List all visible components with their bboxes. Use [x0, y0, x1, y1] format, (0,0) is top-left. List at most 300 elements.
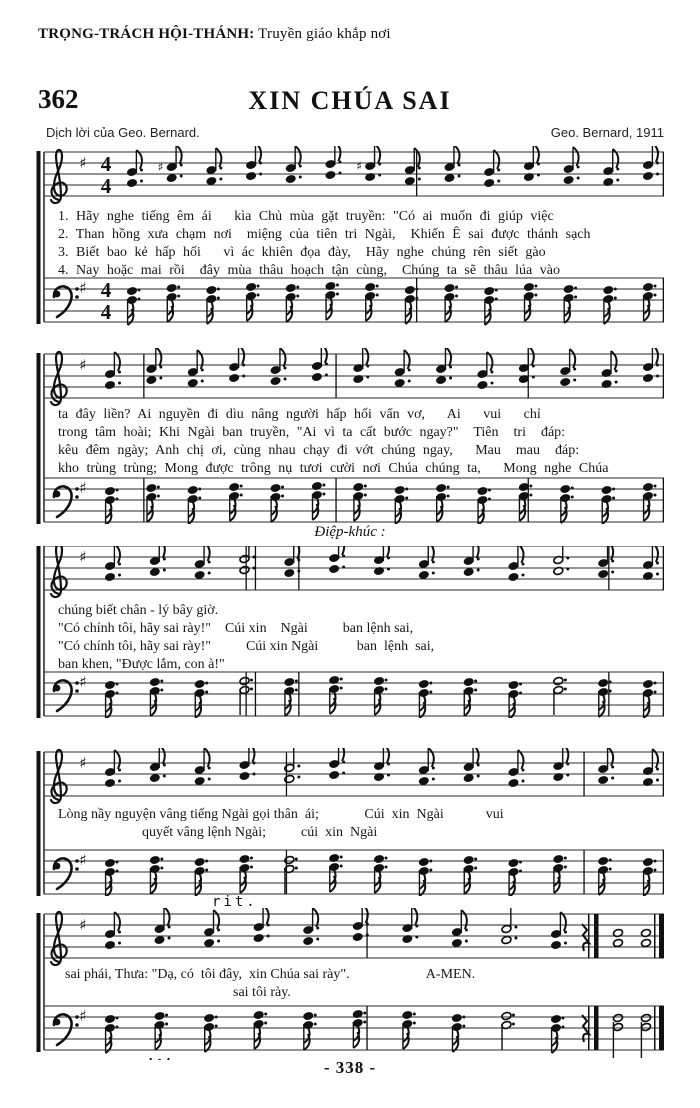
- notehead: [285, 284, 296, 293]
- notehead: [154, 1012, 165, 1021]
- notehead: [284, 569, 295, 578]
- augmentation-dot: [449, 377, 452, 380]
- augmentation-dot: [574, 287, 577, 290]
- note-flag: [204, 748, 210, 767]
- augmentation-dot: [529, 494, 532, 497]
- augmentation-dot: [458, 175, 461, 178]
- augmentation-dot: [208, 572, 211, 575]
- augmentation-dot: [455, 295, 458, 298]
- augmentation-dot: [656, 173, 659, 176]
- music-glyph: 4: [100, 300, 112, 324]
- augmentation-dot: [316, 938, 319, 941]
- lyric-line: trong tâm hoài; Khi Ngài ban truyền, "Ai vì ta cất bước ngay?" Tiên tri đáp:: [58, 425, 566, 440]
- augmentation-dot: [116, 861, 119, 864]
- augmentation-dot: [338, 172, 341, 175]
- music-glyph: 4: [100, 278, 112, 302]
- augmentation-dot: [253, 773, 256, 776]
- augmentation-dot: [611, 766, 614, 769]
- hymn-number: 362: [38, 84, 79, 114]
- bass-clef-icon: [75, 689, 79, 693]
- note-flag: [263, 908, 269, 924]
- augmentation-dot: [615, 370, 618, 373]
- note-flag: [280, 348, 286, 367]
- augmentation-dot: [564, 688, 567, 691]
- augmentation-dot: [267, 924, 270, 927]
- augmentation-dot: [160, 858, 163, 861]
- augmentation-dot: [253, 762, 256, 765]
- augmentation-dot: [205, 860, 208, 863]
- notehead: [553, 677, 564, 686]
- augmentation-dot: [656, 768, 659, 771]
- notehead: [105, 859, 116, 868]
- treble-clef-icon: [51, 352, 67, 405]
- augmentation-dot: [159, 366, 162, 369]
- augmentation-dot: [405, 497, 408, 500]
- augmentation-dot: [140, 169, 143, 172]
- note-flag: [560, 912, 566, 931]
- staff-system-5: [0, 908, 668, 1060]
- augmentation-dot: [429, 869, 432, 872]
- notehead: [436, 484, 447, 493]
- augmentation-dot: [314, 1014, 317, 1017]
- augmentation-dot: [566, 557, 569, 560]
- notehead: [150, 568, 161, 577]
- augmentation-dot: [656, 562, 659, 565]
- note-flag: [114, 352, 120, 371]
- note-flag: [375, 146, 381, 163]
- notehead: [603, 286, 614, 295]
- augmentation-dot: [656, 779, 659, 782]
- augmentation-dot: [342, 566, 345, 569]
- augmentation-dot: [215, 1025, 218, 1028]
- notehead: [303, 937, 314, 946]
- notehead: [405, 177, 416, 186]
- augmentation-dot: [490, 382, 493, 385]
- augmentation-dot: [250, 857, 253, 860]
- augmentation-dot: [514, 926, 517, 929]
- augmentation-dot: [534, 285, 537, 288]
- barline: [654, 1006, 656, 1050]
- lyric-line: sai tôi rày.: [58, 985, 291, 1000]
- barline: [255, 672, 256, 716]
- augmentation-dot: [215, 1016, 218, 1019]
- notehead: [239, 566, 250, 575]
- augmentation-dot: [611, 777, 614, 780]
- augmentation-dot: [564, 866, 567, 869]
- music-glyph: ♯: [79, 916, 87, 934]
- note-flag: [335, 146, 341, 161]
- augmentation-dot: [654, 691, 657, 694]
- notehead: [253, 1011, 264, 1020]
- augmentation-dot: [477, 558, 480, 561]
- notehead: [105, 941, 116, 950]
- augmentation-dot: [165, 1014, 168, 1017]
- augmentation-dot: [163, 569, 166, 572]
- barline: [335, 478, 336, 522]
- notehead: [194, 777, 205, 786]
- barline: [659, 914, 664, 958]
- notehead: [436, 376, 447, 385]
- augmentation-dot: [296, 295, 299, 298]
- augmentation-dot: [250, 688, 253, 691]
- notehead: [166, 174, 177, 183]
- staff-system-2: [0, 348, 668, 524]
- note-flag: [473, 546, 479, 558]
- augmentation-dot: [571, 496, 574, 499]
- augmentation-dot: [429, 682, 432, 685]
- barline: [663, 546, 664, 590]
- notehead: [402, 1011, 413, 1020]
- augmentation-dot: [477, 764, 480, 767]
- augmentation-dot: [415, 936, 418, 939]
- barline: [255, 546, 256, 590]
- note-flag: [114, 912, 120, 931]
- augmentation-dot: [522, 574, 525, 577]
- augmentation-dot: [495, 298, 498, 301]
- notehead: [206, 286, 217, 295]
- augmentation-dot: [118, 371, 121, 374]
- augmentation-dot: [157, 495, 160, 498]
- barline: [246, 546, 247, 590]
- barline: [594, 1006, 599, 1050]
- augmentation-dot: [116, 692, 119, 695]
- lyric-line: chúng biết chân - lý bây giờ.: [58, 603, 219, 618]
- barline: [588, 1006, 590, 1050]
- augmentation-dot: [281, 495, 284, 498]
- notehead: [501, 936, 512, 945]
- notehead: [643, 858, 654, 867]
- augmentation-dot: [336, 293, 339, 296]
- notehead: [187, 379, 198, 388]
- note-flag: [461, 910, 467, 929]
- system-bracket: [37, 151, 41, 324]
- note-flag: [159, 748, 165, 764]
- augmentation-dot: [432, 572, 435, 575]
- notehead: [253, 934, 264, 943]
- augmentation-dot: [415, 925, 418, 928]
- refrain-lyrics: [58, 966, 658, 1002]
- note-flag: [339, 546, 345, 555]
- augmentation-dot: [418, 167, 421, 170]
- lyric-line: 4. Nay hoặc mai rồi đây mùa thâu hoạch tận cùng, Chúng ta sẽ thâu lúa vào: [58, 263, 560, 278]
- notehead: [484, 179, 495, 188]
- music-glyph: ♯: [157, 160, 164, 174]
- barline: [663, 850, 664, 894]
- notehead: [643, 283, 654, 292]
- notehead: [641, 1023, 652, 1032]
- notehead: [560, 485, 571, 494]
- barline: [663, 278, 664, 322]
- barline: [663, 478, 664, 522]
- augmentation-dot: [180, 164, 183, 167]
- notehead: [508, 859, 519, 868]
- augmentation-dot: [295, 689, 298, 692]
- augmentation-dot: [405, 488, 408, 491]
- augmentation-dot: [519, 683, 522, 686]
- augmentation-dot: [432, 778, 435, 781]
- augmentation-dot: [208, 778, 211, 781]
- augmentation-dot: [656, 375, 659, 378]
- augmentation-dot: [165, 1023, 168, 1026]
- note-flag: [563, 748, 569, 763]
- notehead: [508, 573, 519, 582]
- lyric-line: 3. Biết bao kẻ hấp hối vì ác khiên đọa đày, Hãy nghe chúng rên siết gào: [58, 245, 546, 260]
- augmentation-dot: [208, 767, 211, 770]
- notehead: [477, 487, 488, 496]
- barline: [608, 672, 609, 716]
- augmentation-dot: [242, 364, 245, 367]
- notehead: [501, 1012, 512, 1021]
- augmentation-dot: [295, 680, 298, 683]
- augmentation-dot: [449, 366, 452, 369]
- augmentation-dot: [562, 1017, 565, 1020]
- augmentation-dot: [116, 498, 119, 501]
- notehead: [484, 287, 495, 296]
- lyric-line: sai phái, Thưa: "Dạ, có tôi đây, xin Chúa sai rày". A-MEN.: [58, 967, 476, 982]
- bass-clef-icon: [54, 491, 61, 498]
- notehead: [150, 678, 161, 687]
- notehead: [643, 680, 654, 689]
- notehead: [246, 283, 257, 292]
- augmentation-dot: [490, 371, 493, 374]
- augmentation-dot: [240, 494, 243, 497]
- augmentation-dot: [297, 776, 300, 779]
- augmentation-dot: [564, 942, 567, 945]
- augmentation-dot: [408, 369, 411, 372]
- note-flag: [383, 546, 389, 557]
- augmentation-dot: [654, 285, 657, 288]
- augmentation-dot: [562, 1026, 565, 1029]
- notehead: [284, 678, 295, 687]
- notehead: [194, 680, 205, 689]
- augmentation-dot: [297, 765, 300, 768]
- augmentation-dot: [616, 168, 619, 171]
- bass-clef-icon: [75, 487, 79, 491]
- notehead: [563, 176, 574, 185]
- augmentation-dot: [537, 163, 540, 166]
- augmentation-dot: [284, 367, 287, 370]
- augmentation-dot: [387, 763, 390, 766]
- chorus-label: Điệp-khúc :: [314, 524, 386, 540]
- augmentation-dot: [615, 381, 618, 384]
- bass-clef-icon: [75, 681, 79, 685]
- notehead: [270, 377, 281, 386]
- augmentation-dot: [564, 857, 567, 860]
- notehead: [194, 858, 205, 867]
- notehead: [551, 941, 562, 950]
- bass-clef-icon: [54, 863, 61, 870]
- augmentation-dot: [201, 380, 204, 383]
- lyric-line: "Có chính tôi, hãy sai rày!" Cúi xin Ngài ban lệnh sai,: [58, 639, 435, 654]
- augmentation-dot: [138, 298, 141, 301]
- augmentation-dot: [159, 377, 162, 380]
- augmentation-dot: [566, 763, 569, 766]
- augmentation-dot: [529, 485, 532, 488]
- notehead: [452, 1014, 463, 1023]
- augmentation-dot: [385, 679, 388, 682]
- barline: [143, 478, 144, 522]
- augmentation-dot: [488, 489, 491, 492]
- notehead: [444, 174, 455, 183]
- augmentation-dot: [177, 295, 180, 298]
- augmentation-dot: [474, 689, 477, 692]
- notehead: [154, 936, 165, 945]
- augmentation-dot: [250, 866, 253, 869]
- note-flag: [114, 750, 120, 769]
- augmentation-dot: [160, 689, 163, 692]
- augmentation-dot: [316, 927, 319, 930]
- augmentation-dot: [514, 937, 517, 940]
- music-glyph: 4: [100, 152, 112, 176]
- augmentation-dot: [168, 937, 171, 940]
- bass-clef-icon: [75, 295, 79, 299]
- augmentation-dot: [616, 179, 619, 182]
- augmentation-dot: [240, 485, 243, 488]
- note-flag: [533, 146, 539, 163]
- notehead: [463, 856, 474, 865]
- notehead: [598, 857, 609, 866]
- barline: [246, 672, 247, 716]
- note-flag: [197, 350, 203, 369]
- augmentation-dot: [413, 1013, 416, 1016]
- augmentation-dot: [474, 867, 477, 870]
- treble-clef-icon: [51, 546, 67, 597]
- lyric-line: ta đây liền? Ai nguyền đi dìu nâng người hấp hối vẩn vơ, Ai vui chỉ: [58, 407, 541, 422]
- music-glyph: ♯: [79, 154, 87, 172]
- barline: [416, 152, 417, 196]
- augmentation-dot: [497, 169, 500, 172]
- notehead: [598, 679, 609, 688]
- bass-clef-icon: [54, 291, 61, 298]
- barline: [286, 850, 287, 894]
- notehead: [613, 1014, 624, 1023]
- augmentation-dot: [387, 557, 390, 560]
- augmentation-dot: [571, 487, 574, 490]
- augmentation-dot: [378, 163, 381, 166]
- notehead: [641, 1014, 652, 1023]
- lyric-line: 2. Than hồng xưa chạm nơi miệng của tiên tri Ngài, Khiến Ê sai được thánh sạch: [58, 227, 591, 242]
- augmentation-dot: [299, 176, 302, 179]
- notehead: [229, 374, 240, 383]
- note-flag: [114, 546, 120, 563]
- page-number: - 338 -: [323, 1058, 377, 1077]
- augmentation-dot: [118, 931, 121, 934]
- augmentation-dot: [566, 568, 569, 571]
- system-bracket: [37, 353, 41, 524]
- notehead: [374, 855, 385, 864]
- notehead: [194, 571, 205, 580]
- notehead: [150, 856, 161, 865]
- augmentation-dot: [116, 870, 119, 873]
- augmentation-dot: [157, 486, 160, 489]
- music-glyph: ♯: [79, 851, 87, 869]
- augmentation-dot: [205, 869, 208, 872]
- augmentation-dot: [201, 369, 204, 372]
- notehead: [284, 856, 295, 865]
- augmentation-dot: [376, 294, 379, 297]
- music-glyph: ♯: [79, 356, 87, 374]
- augmentation-dot: [432, 561, 435, 564]
- system-bracket: [37, 546, 41, 718]
- note-flag: [404, 350, 410, 369]
- notehead: [365, 283, 376, 292]
- note-flag: [214, 910, 220, 929]
- notehead: [204, 1014, 215, 1023]
- augmentation-dot: [118, 942, 121, 945]
- note-flag: [518, 750, 524, 769]
- augmentation-dot: [118, 382, 121, 385]
- notehead: [452, 939, 463, 948]
- augmentation-dot: [264, 1013, 267, 1016]
- notehead: [463, 568, 474, 577]
- augmentation-dot: [477, 775, 480, 778]
- notehead: [613, 1023, 624, 1032]
- notehead: [105, 779, 116, 788]
- augmentation-dot: [654, 294, 657, 297]
- barline: [608, 546, 609, 590]
- notehead: [150, 774, 161, 783]
- notehead: [463, 678, 474, 687]
- verse-lyrics: [58, 208, 658, 280]
- augmentation-dot: [522, 563, 525, 566]
- note-flag: [249, 748, 255, 762]
- music-glyph: ♯: [79, 754, 87, 772]
- verse-lyrics: [58, 406, 658, 478]
- bass-clef-icon: [75, 867, 79, 871]
- note-flag: [159, 546, 165, 558]
- augmentation-dot: [566, 774, 569, 777]
- lyric-line: kho trùng trùng; Mong được trông nụ tươi cười nơi Chúa chúng ta, Mong nghe Chúa: [58, 461, 609, 476]
- augmentation-dot: [342, 772, 345, 775]
- augmentation-dot: [432, 767, 435, 770]
- note-flag: [652, 546, 658, 562]
- note-flag: [239, 348, 245, 364]
- augmentation-dot: [208, 561, 211, 564]
- augmentation-dot: [385, 866, 388, 869]
- note-flag: [412, 908, 418, 925]
- notehead: [325, 171, 336, 180]
- barline: [659, 1006, 664, 1050]
- notehead: [524, 283, 535, 292]
- augmentation-dot: [477, 569, 480, 572]
- bass-clef-icon: [54, 685, 61, 692]
- music-glyph: ♯: [79, 673, 87, 691]
- augmentation-dot: [267, 935, 270, 938]
- notehead: [270, 484, 281, 493]
- music-glyph: 4: [100, 174, 112, 198]
- page-title: XIN CHÚA SAI: [248, 86, 452, 115]
- augmentation-dot: [462, 1016, 465, 1019]
- note-flag: [216, 148, 222, 167]
- barline: [588, 914, 590, 958]
- notehead: [419, 571, 430, 580]
- notehead: [329, 771, 340, 780]
- augmentation-dot: [340, 865, 343, 868]
- augmentation-dot: [654, 682, 657, 685]
- augmentation-dot: [160, 680, 163, 683]
- augmentation-dot: [363, 1021, 366, 1024]
- notehead: [641, 939, 652, 948]
- augmentation-dot: [573, 368, 576, 371]
- note-flag: [428, 748, 434, 767]
- barline: [663, 672, 664, 716]
- notehead: [105, 381, 116, 390]
- barline: [335, 354, 336, 398]
- notehead: [239, 677, 250, 686]
- augmentation-dot: [519, 692, 522, 695]
- notehead: [284, 775, 295, 784]
- note-flag: [363, 348, 369, 365]
